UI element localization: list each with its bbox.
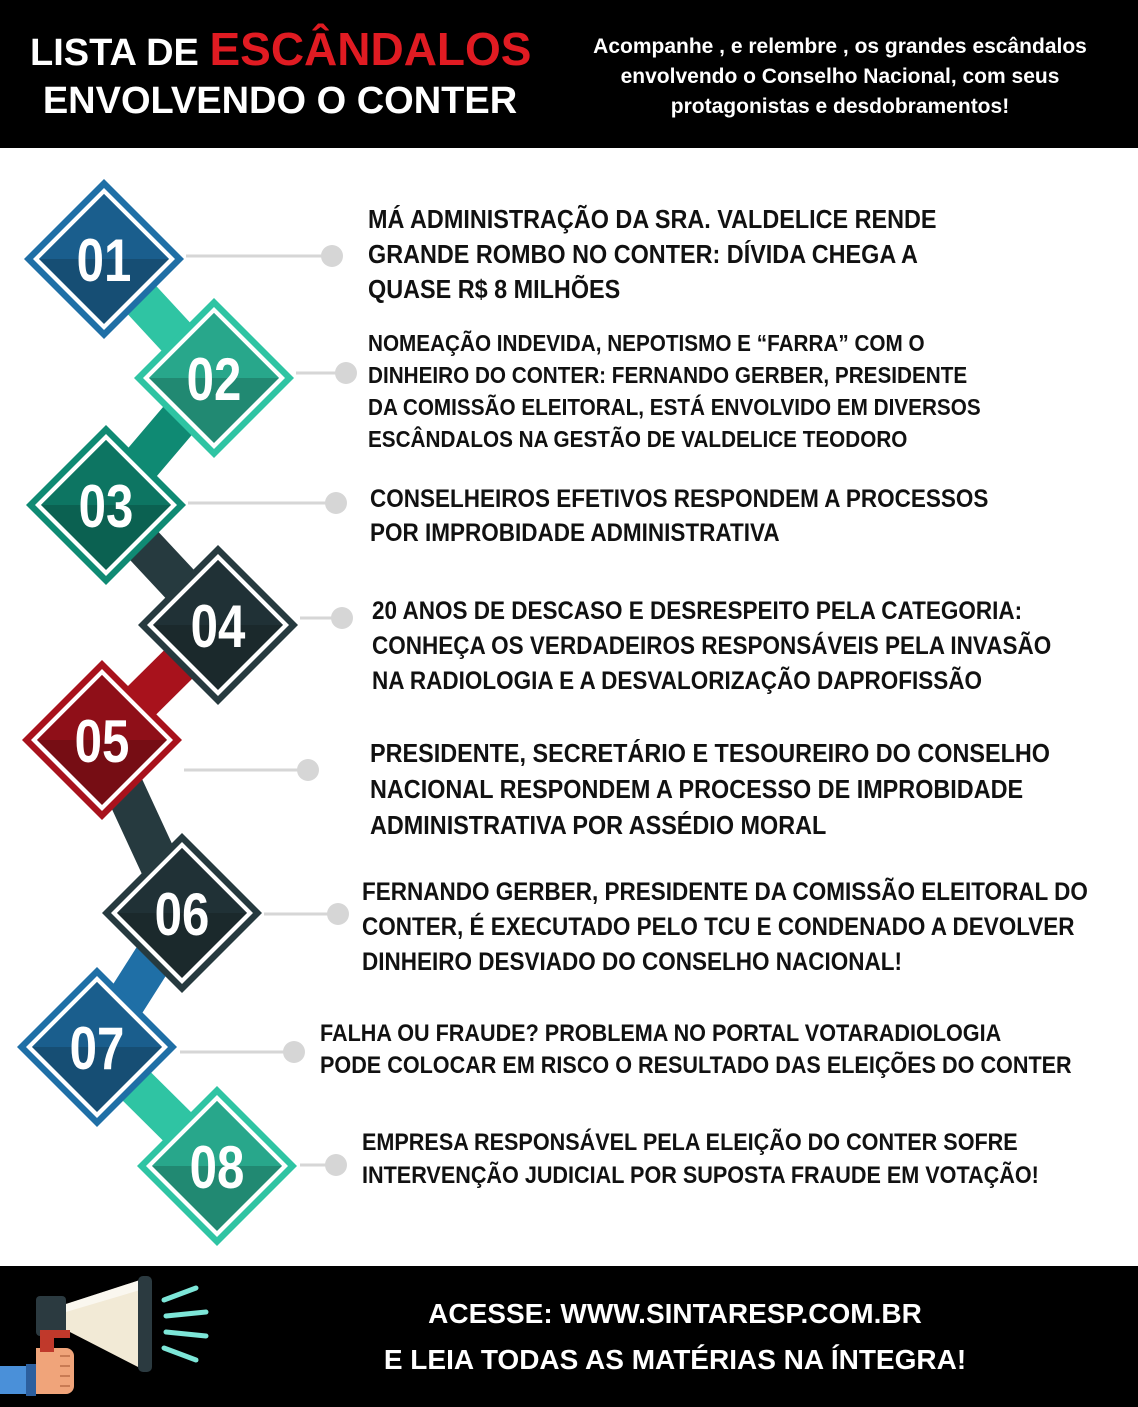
footer-website-line: ACESSE: WWW.SINTARESP.COM.BR	[428, 1298, 922, 1329]
leader-dot-8	[325, 1154, 347, 1176]
title-accent: ESCÂNDALOS	[209, 23, 532, 75]
scandal-text-line: EMPRESA RESPONSÁVEL PELA ELEIÇÃO DO CONTER SOFRE	[362, 1129, 1018, 1156]
scandal-text-line: ESCÂNDALOS NA GESTÃO DE VALDELICE TEODORO	[368, 426, 908, 452]
scandal-text-line: DA COMISSÃO ELEITORAL, ESTÁ ENVOLVIDO EM DIVERSOS	[368, 394, 981, 420]
leader-dot-6	[327, 903, 349, 925]
scandal-text-line: QUASE R$ 8 MILHÕES	[368, 274, 621, 304]
scandal-text-05	[370, 735, 1050, 843]
scandal-text-line: MÁ ADMINISTRAÇÃO DA SRA. VALDELICE RENDE	[368, 204, 937, 234]
title-line2: ENVOLVENDO O CONTER	[42, 80, 518, 122]
scandal-text-line: FALHA OU FRAUDE? PROBLEMA NO PORTAL VOTARADIOLOGIA	[320, 1020, 1002, 1047]
title-part1: LISTA DE	[30, 32, 210, 74]
scandal-text-line: NACIONAL RESPONDEM A PROCESSO DE IMPROBIDADE	[370, 774, 1024, 804]
scandal-text-line: ADMINISTRATIVA POR ASSÉDIO MORAL	[370, 810, 827, 840]
number-08: 08	[189, 1133, 245, 1202]
leader-dot-1	[321, 245, 343, 267]
scandal-text-line: 20 ANOS DE DESCASO E DESRESPEITO PELA CATEGORIA:	[372, 597, 1023, 625]
scandal-text-line: GRANDE ROMBO NO CONTER: DÍVIDA CHEGA A	[368, 239, 918, 269]
number-02: 02	[186, 345, 242, 414]
leader-dot-5	[297, 759, 319, 781]
scandal-text-02	[368, 327, 981, 455]
number-07: 07	[69, 1014, 125, 1083]
scandal-text-line: NOMEAÇÃO INDEVIDA, NEPOTISMO E “FARRA” COM O	[368, 330, 925, 356]
scandal-text-line: CONTER, É EXECUTADO PELO TCU E CONDENADO A DEVOLVER	[362, 913, 1075, 941]
megaphone-icon	[0, 1274, 220, 1404]
number-03: 03	[78, 472, 134, 541]
leader-dot-3	[325, 492, 347, 514]
timeline-graphic	[0, 148, 1138, 1266]
scandal-text-03	[370, 482, 988, 550]
scandal-text-06	[362, 875, 1088, 980]
scandal-text-line: POR IMPROBIDADE ADMINISTRATIVA	[370, 519, 780, 547]
page-title	[30, 23, 532, 124]
scandal-text-line: NA RADIOLOGIA E A DESVALORIZAÇÃO DAPROFISSÃO	[372, 667, 983, 695]
leader-dot-4	[331, 607, 353, 629]
number-01: 01	[76, 226, 132, 295]
header-subtitle: Acompanhe , e relembre , os grandes escândalos envolvendo o Conselho Nacional, com seus protagonistas e desdobramentos!	[593, 35, 1087, 118]
leader-dot-7	[283, 1041, 305, 1063]
scandal-text-line: PODE COLOCAR EM RISCO O RESULTADO DAS ELEIÇÕES DO CONTER	[320, 1052, 1072, 1079]
header-bar	[0, 0, 1138, 148]
scandal-text-04	[372, 594, 1051, 699]
scandal-text-line: FERNANDO GERBER, PRESIDENTE DA COMISSÃO ELEITORAL DO	[362, 878, 1088, 906]
number-05: 05	[74, 707, 130, 776]
footer-bar	[0, 1266, 1138, 1407]
number-04: 04	[190, 592, 246, 661]
scandal-text-line: DINHEIRO DESVIADO DO CONSELHO NACIONAL!	[362, 948, 903, 976]
scandal-text-line: CONHEÇA OS VERDADEIROS RESPONSÁVEIS PELA INVASÃO	[372, 632, 1052, 660]
number-06: 06	[154, 880, 210, 949]
scandal-text-08	[362, 1126, 1039, 1192]
leader-dot-2	[335, 362, 357, 384]
scandal-text-line: PRESIDENTE, SECRETÁRIO E TESOUREIRO DO CONSELHO	[370, 738, 1050, 768]
scandal-text-line: DINHEIRO DO CONTER: FERNANDO GERBER, PRESIDENTE	[368, 362, 968, 388]
scandal-text-07	[320, 1018, 1072, 1082]
scandal-text-line: CONSELHEIROS EFETIVOS RESPONDEM A PROCESSOS	[370, 485, 989, 513]
footer-call-to-action: E LEIA TODAS AS MATÉRIAS NA ÍNTEGRA!	[383, 1344, 967, 1375]
scandal-text-01	[368, 202, 937, 307]
scandal-text-line: INTERVENÇÃO JUDICIAL POR SUPOSTA FRAUDE EM VOTAÇÃO!	[362, 1162, 1039, 1189]
scandal-timeline	[0, 148, 1138, 1266]
